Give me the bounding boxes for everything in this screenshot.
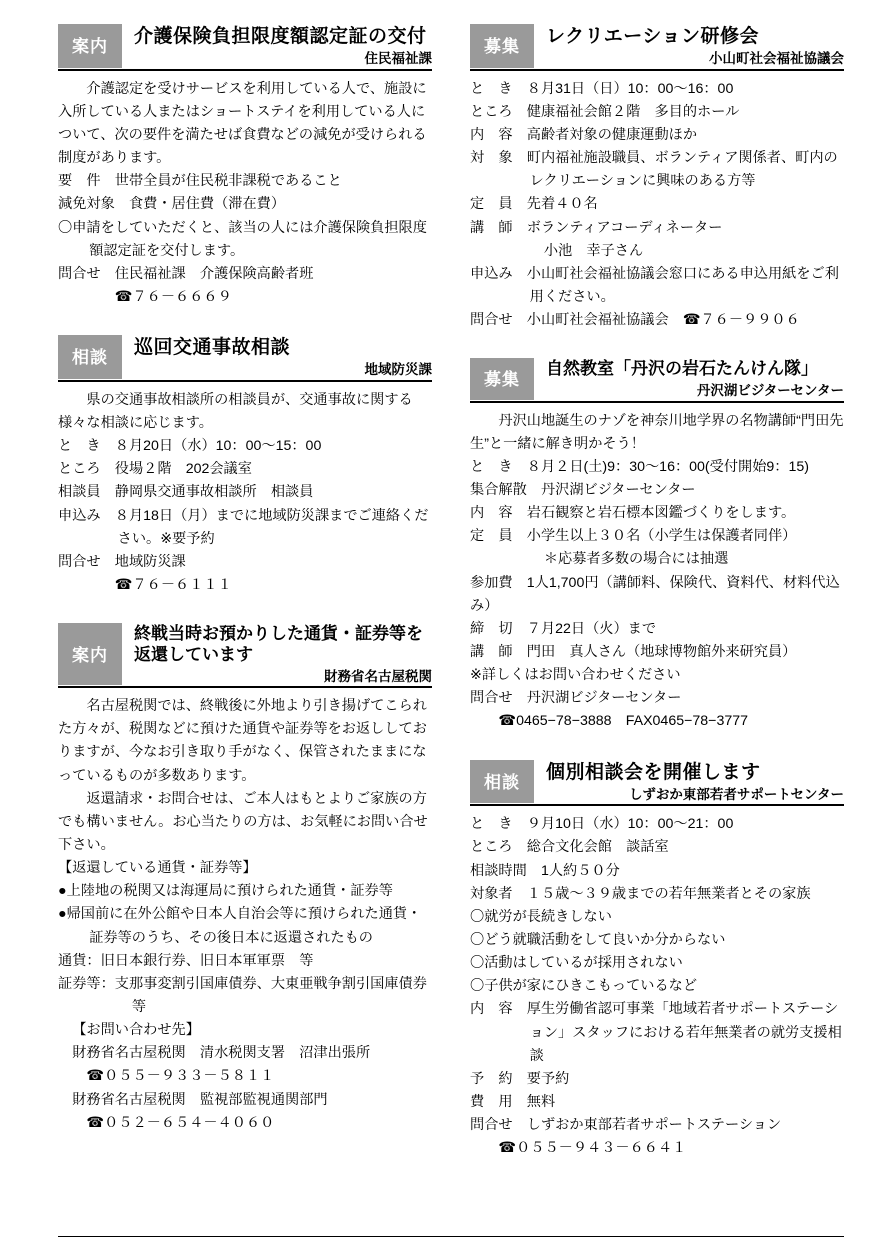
- article-line: 財務省名古屋税関 監視部監視通関部門: [72, 1091, 328, 1108]
- article-department: 小山町社会福祉協議会: [709, 51, 844, 67]
- article-header: [470, 358, 844, 402]
- article-body: [470, 806, 844, 1160]
- article-line: ☎０５２－６５４－４０６０: [86, 1114, 275, 1131]
- article-line: ☎0465−78−3888 FAX0465−78−3777: [498, 713, 749, 730]
- category-badge: 相談: [470, 760, 534, 804]
- right-column: [470, 24, 844, 1235]
- article-title: 自然教室「丹沢の岩石たんけん隊」: [546, 359, 818, 379]
- category-badge: 案内: [58, 24, 122, 68]
- category-badge: 案内: [58, 623, 122, 685]
- category-badge: 相談: [58, 335, 122, 379]
- article: [470, 24, 844, 332]
- article-line: ☎７６－６６６９: [114, 288, 232, 305]
- article-line: 定 員 小学生以上３０名（小学生は保護者同伴）: [470, 528, 797, 545]
- article-line: 予 約 要予約: [470, 1070, 570, 1087]
- article-line: 〇就労が長続きしない: [470, 908, 612, 925]
- article-header: [58, 335, 432, 382]
- article-header: [58, 24, 432, 71]
- article-line: ところ 総合文化会館 談話室: [470, 839, 669, 856]
- article-line: ●上陸地の税関又は海運局に預けられた通貨・証券等: [58, 883, 393, 900]
- article-line: 〇申請をしていただくと、該当の人には介護保険負担限度額認定証を交付します。: [58, 219, 427, 259]
- article-department: 住民福祉課: [364, 51, 432, 67]
- article-line: 講 師 ボランティアコーディネーター: [470, 219, 723, 236]
- article-line: 要 件 世帯全員が住民税非課税であること: [58, 173, 342, 190]
- article-header-texts: [122, 335, 432, 379]
- article-body: [470, 403, 844, 734]
- article-line: 〇どう就職活動をして良いか分からない: [470, 931, 726, 948]
- article-line: 講 師 門田 真人さん（地球博物館外来研究員）: [470, 643, 797, 660]
- article-title: レクリエーション研修会: [546, 26, 759, 47]
- article-title: 終戦当時お預かりした通貨・証券等を返還しています: [134, 624, 423, 664]
- article-body: [470, 71, 844, 333]
- article-line: 内 容 厚生労働省認可事業「地域若者サポートステーション」スタッフにおける若年無業者の就労支援相談: [470, 1001, 842, 1064]
- article-header-texts: [534, 24, 844, 68]
- article-body: [58, 71, 432, 309]
- article-line: 名古屋税関では、終戦後に外地より引き揚げてこられた方々が、税関などに預けた通貨や証券等をお返ししておりますが、今なお引き取り手がなく、保管されたままになっているものが多数あります。: [58, 698, 427, 784]
- article-line: 集合解散 丹沢湖ビジターセンター: [470, 481, 696, 498]
- article-line: ☎０５５－９３３－５８１１: [86, 1068, 275, 1085]
- article-line: 県の交通事故相談所の相談員が、交通事故に関する様々な相談に応じます。: [58, 391, 413, 431]
- article-line: 定 員 先着４０名: [470, 196, 598, 213]
- article-title: 巡回交通事故相談: [134, 337, 291, 359]
- article-line: 締 切 ７月22日（火）まで: [470, 620, 657, 637]
- article-line: 対 象 町内福祉施設職員、ボランティア関係者、町内のレクリエーションに興味のある方等: [470, 150, 838, 190]
- article-line: 減免対象 食費・居住費（滞在費）: [58, 196, 286, 213]
- article-line: 相談員 静岡県交通事故相談所 相談員: [58, 484, 314, 501]
- article-line: ※詳しくはお問い合わせください: [470, 667, 681, 684]
- article-title: 個別相談会を開催します: [546, 761, 761, 783]
- article-line: 内 容 高齢者対象の健康運動ほか: [470, 127, 698, 143]
- article-line: 介護認定を受けサービスを利用している人で、施設に入所している人またはショートステイを利用している人について、次の要件を満たせば食費などの減免が受けられる制度があります。: [58, 80, 427, 167]
- article-line: 内 容 岩石観察と岩石標本図鑑づくりをします。: [470, 505, 796, 522]
- article-header: [470, 24, 844, 71]
- article-header: [470, 760, 844, 807]
- article-body: [58, 688, 442, 1135]
- article-title: 介護保険負担限度額認定証の交付: [134, 26, 427, 47]
- article-line: ●帰国前に在外公館や日本人自治会等に預けられた通貨・証券等のうち、その後日本に返還されたもの: [58, 906, 422, 946]
- category-badge: 募集: [470, 24, 534, 68]
- article-department: 丹沢湖ビジターセンター: [696, 383, 844, 398]
- article-line: ☎７６－６１１１: [114, 576, 232, 593]
- article-line: 相談時間 1人約５０分: [470, 862, 620, 879]
- article: [470, 760, 844, 1161]
- article: [58, 335, 432, 597]
- article-department: 財務省名古屋税関: [324, 668, 432, 684]
- article-line: 問合せ 地域防災課: [58, 553, 186, 570]
- article-line: 参加費 1人1,700円（講師料、保険代、資料代、材料代込み）: [470, 574, 840, 614]
- article-line: 対象者 １５歳〜３９歳までの若年無業者とその家族: [470, 885, 811, 902]
- article-body: [58, 382, 432, 597]
- article-line: と き ９月10日（水）10：00〜21：00: [470, 816, 734, 833]
- article-line: ところ 健康福祉会館２階 多目的ホール: [470, 103, 740, 120]
- article-line: 問合せ 小山町社会福祉協議会 ☎７６－９９０６: [470, 312, 800, 329]
- footer-divider: [58, 1236, 844, 1237]
- article-line: ☎０５５－９４３－６６４１: [498, 1140, 687, 1157]
- article-line: 〇活動はしているが採用されない: [470, 955, 683, 972]
- article: [58, 623, 442, 1135]
- article-line: ＊応募者多数の場合には抽選: [543, 551, 729, 568]
- article-line: 通貨：旧日本銀行券、旧日本軍軍票 等: [58, 952, 314, 969]
- article-line: 問合せ 住民福祉課 介護保険高齢者班: [58, 265, 314, 282]
- article: [470, 358, 844, 733]
- article-line: 〇子供が家にひきこもっているなど: [470, 978, 698, 995]
- article-line: 小池 幸子さん: [543, 242, 644, 259]
- article-line: と き ８月31日（日）10：00〜16：00: [470, 80, 734, 97]
- article-header-texts: [534, 358, 844, 399]
- article-header: [58, 623, 432, 688]
- article-line: と き ８月２日(土)9：30〜16：00(受付開始9：15): [470, 458, 809, 475]
- article-header-texts: [122, 24, 432, 68]
- article-line: 申込み ８月18日（月）までに地域防災課までご連絡ください。※要予約: [58, 507, 429, 547]
- article-department: しずおか東部若者サポートセンター: [628, 786, 844, 802]
- article-line: 問合せ 丹沢湖ビジターセンター: [470, 690, 682, 707]
- left-column: [58, 24, 442, 1235]
- article-line: 申込み 小山町社会福祉協議会窓口にある申込用紙をご利用ください。: [470, 265, 839, 305]
- article-line: 財務省名古屋税関 清水税関支署 沼津出張所: [72, 1045, 371, 1062]
- article: [58, 24, 432, 309]
- article-department: 地域防災課: [364, 362, 432, 378]
- article-line: 問合せ しずおか東部若者サポートステーション: [470, 1117, 782, 1134]
- article-line: 費 用 無料: [470, 1093, 556, 1110]
- article-line: 【お問い合わせ先】: [72, 1022, 200, 1039]
- two-column-layout: [58, 24, 844, 1235]
- article-header-texts: [122, 623, 432, 685]
- article-header-texts: [534, 760, 844, 804]
- article-line: 返還請求・お問合せは、ご本人はもとよりご家族の方でも構いません。お心当たりの方は、お気軽にお問い合せ下さい。: [58, 790, 428, 853]
- article-line: 【返還している通貨・証券等】: [58, 860, 257, 877]
- article-line: 証券等：支那事変割引国庫債券、大東亜戦争割引国庫債券 等: [58, 975, 442, 1015]
- article-line: と き ８月20日（水）10：00〜15：00: [58, 438, 322, 455]
- category-badge: 募集: [470, 358, 534, 399]
- article-line: 丹沢山地誕生のナゾを神奈川地学界の名物講師“門田先生”と一緒に解き明かそう！: [470, 412, 844, 452]
- article-line: ところ 役場２階 202会議室: [58, 461, 252, 478]
